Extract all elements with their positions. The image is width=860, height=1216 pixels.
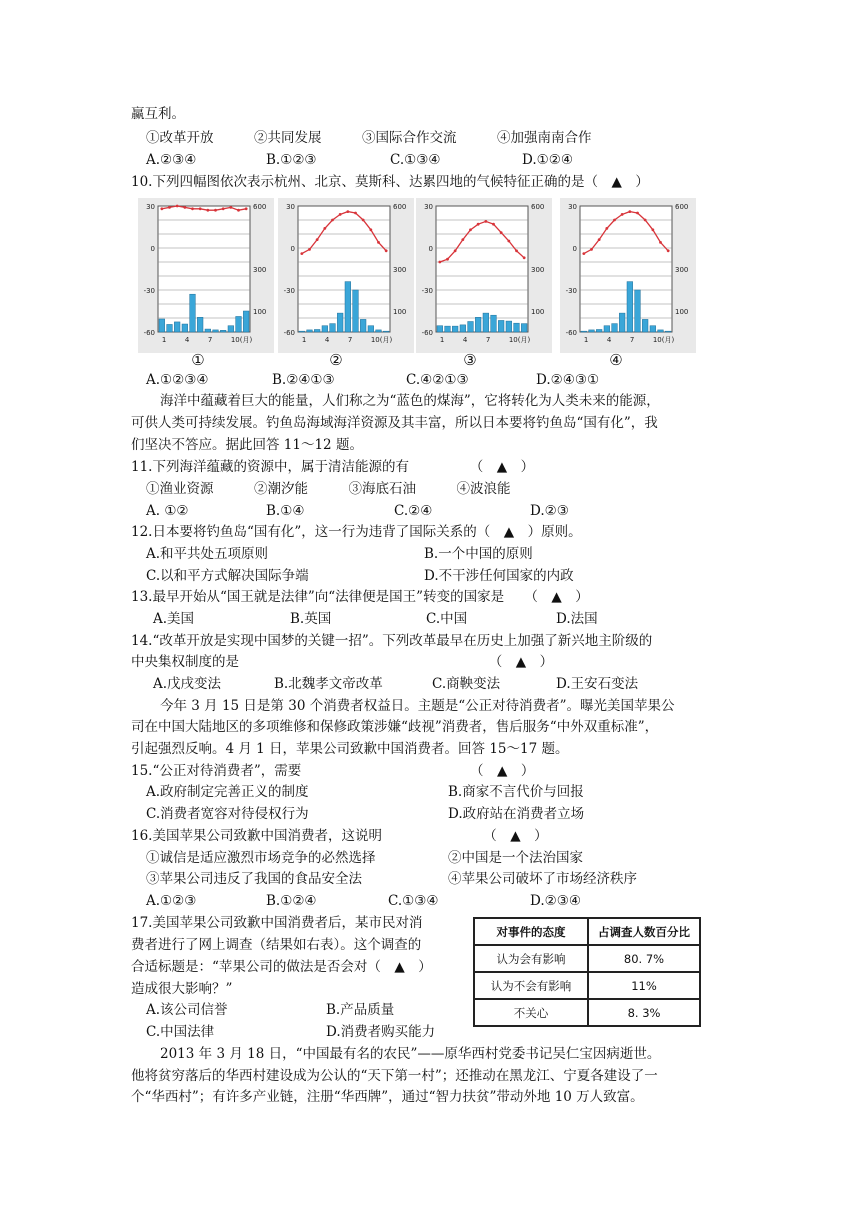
q10-stem: 10.下列四幅图依次表示杭州、北京、莫斯科、达累四地的气候特征正确的是（ ▲ ）	[131, 174, 649, 190]
chart-label-4: ④	[609, 351, 623, 369]
q17-stem-1: 17.美国苹果公司致歉中国消费者后，某市民对消	[131, 915, 423, 931]
q12-option-a[interactable]: A.和平共处五项原则	[146, 546, 269, 562]
chart-label-3: ③	[463, 351, 477, 369]
q17-option-d[interactable]: D.消费者购买能力	[326, 1024, 436, 1040]
temp-point	[176, 205, 179, 208]
precip-tick-label: 600	[675, 203, 689, 211]
precip-bar	[589, 330, 595, 332]
temp-point	[500, 231, 503, 234]
precip-bar	[514, 323, 520, 332]
temp-point	[339, 213, 342, 216]
q9-option-b[interactable]: B.①②③	[266, 152, 317, 168]
precip-bar	[650, 326, 656, 332]
temp-point	[323, 227, 326, 230]
temp-point	[245, 207, 248, 210]
q16-option-a[interactable]: A.①②③	[146, 893, 197, 909]
temp-tick-label: -30	[421, 287, 433, 295]
temp-point	[354, 212, 357, 215]
temp-point	[515, 249, 518, 252]
temp-point	[659, 241, 662, 244]
q15-option-d[interactable]: D.政府站在消费者立场	[448, 806, 585, 822]
q17-stem-2: 费者进行了网上调查（结果如右表）。这个调查的	[131, 937, 422, 953]
temp-tick-label: 0	[428, 245, 433, 253]
temp-point	[316, 238, 319, 241]
temp-point	[300, 252, 303, 255]
table-cell: 认为不会有影响	[474, 972, 588, 999]
q17-option-a[interactable]: A.该公司信誉	[146, 1002, 228, 1018]
precip-bar	[322, 326, 328, 332]
q11-statements: ①渔业资源 ②潮汐能 ③海底石油 ④波浪能	[146, 481, 511, 497]
temp-point	[214, 209, 217, 212]
q11-option-d[interactable]: D.②③	[530, 503, 569, 519]
precip-bar	[383, 331, 389, 332]
q9-option-c[interactable]: C.①③④	[390, 152, 441, 168]
temp-point	[237, 209, 240, 212]
q16-statement-1: ①诚信是适应激烈市场竞争的必然选择	[146, 850, 376, 866]
precip-bar	[236, 316, 242, 332]
q11-stem: 11.下列海洋蕴藏的资源中，属于清洁能源的有 （ ▲ ）	[131, 459, 535, 475]
temp-tick-label: -60	[565, 329, 577, 337]
q13-option-a[interactable]: A.美国	[153, 611, 195, 627]
precip-bar	[197, 317, 203, 332]
month-tick-label: 10(月)	[508, 336, 531, 344]
temp-point	[461, 238, 464, 241]
precip-tick-label: 600	[531, 203, 545, 211]
q10-option-c[interactable]: C.④②①③	[406, 372, 469, 388]
precip-bar	[205, 329, 211, 332]
q12-option-c[interactable]: C.以和平方式解决国际争端	[146, 568, 309, 584]
precip-bar	[243, 311, 249, 332]
q14-option-a[interactable]: A.戊戌变法	[153, 676, 222, 692]
precip-bar	[581, 331, 587, 332]
temp-point	[477, 223, 480, 226]
passage-line-2: 可供人类可持续发展。钓鱼岛海域海洋资源及其丰富，所以日本要将钓鱼岛“国有化”，我	[131, 415, 658, 431]
precip-bar	[506, 321, 512, 332]
passage3-line-2: 他将贫穷落后的华西村建设成为公认的“天下第一村”；还推动在黑龙江、宁夏各建设了一	[131, 1068, 658, 1084]
temp-point	[582, 252, 585, 255]
survey-table	[473, 917, 701, 1027]
precip-bar	[460, 325, 466, 332]
table-row	[474, 945, 700, 972]
precip-bar	[353, 290, 359, 332]
precip-tick-label: 300	[393, 266, 407, 274]
plot-area	[158, 206, 250, 332]
table-row	[474, 999, 700, 1026]
temp-point	[605, 227, 608, 230]
temp-point	[362, 219, 365, 222]
temp-point	[492, 223, 495, 226]
temp-tick-label: -60	[421, 329, 433, 337]
temp-tick-label: -60	[143, 329, 155, 337]
precip-bar	[604, 326, 610, 332]
precip-tick-label: 600	[393, 203, 407, 211]
temp-point	[644, 219, 647, 222]
temp-point	[469, 228, 472, 231]
temp-tick-label: -30	[565, 287, 577, 295]
precip-bar	[491, 315, 497, 332]
q16-statement-2: ②中国是一个法治国家	[448, 850, 583, 866]
plot-area	[298, 206, 390, 332]
q16-option-d[interactable]: D.②③④	[530, 893, 581, 909]
table-cell: 80. 7%	[588, 945, 700, 972]
temp-point	[308, 248, 311, 251]
temp-tick-label: 0	[290, 245, 295, 253]
month-tick-label: 4	[184, 336, 190, 344]
precip-bar	[627, 282, 633, 332]
temp-point	[168, 206, 171, 209]
q15-option-c[interactable]: C.消费者宽容对待侵权行为	[146, 806, 309, 822]
month-tick-label: 1	[301, 336, 307, 344]
temp-point	[229, 206, 232, 209]
passage3-line-1: 2013 年 3 月 18 日，“中国最有名的农民”——原华西村党委书记吴仁宝因病逝世。	[160, 1046, 661, 1062]
temp-point	[507, 240, 510, 243]
month-tick-label: 1	[439, 336, 445, 344]
temp-point	[377, 241, 380, 244]
passage3-line-3: 个“华西村”；有许多产业链，注册“华西牌”，通过“智力扶贫”带动外地 10 万人致富。	[131, 1089, 644, 1105]
temp-point	[183, 206, 186, 209]
precip-bar	[174, 322, 180, 332]
month-tick-label: 7	[629, 336, 635, 344]
q12-stem: 12.日本要将钓鱼岛“国有化”，这一行为违背了国际关系的（ ▲ ）原则。	[131, 524, 582, 540]
q14-option-d[interactable]: D.王安石变法	[556, 676, 639, 692]
temp-point	[651, 228, 654, 231]
q15-option-a[interactable]: A.政府制定完善正义的制度	[146, 784, 309, 800]
precip-bar	[345, 282, 351, 332]
precip-bar	[437, 326, 443, 332]
temp-tick-label: 30	[286, 203, 295, 211]
precip-tick-label: 100	[393, 308, 407, 316]
climate-chart-1	[138, 198, 274, 353]
temp-point	[621, 213, 624, 216]
precip-bar	[376, 330, 382, 332]
temp-point	[628, 210, 631, 213]
table-header: 对事件的态度	[474, 918, 588, 945]
q13-option-d[interactable]: D.法国	[556, 611, 598, 627]
precip-tick-label: 300	[531, 266, 545, 274]
month-tick-label: 4	[462, 336, 468, 344]
temp-point	[636, 212, 639, 215]
precip-bar	[483, 313, 489, 332]
table-cell: 不关心	[474, 999, 588, 1026]
precip-tick-label: 100	[253, 308, 267, 316]
temp-point	[484, 220, 487, 223]
q13-option-b[interactable]: B.英国	[290, 611, 332, 627]
month-tick-label: 1	[161, 336, 167, 344]
month-tick-label: 10(月)	[652, 336, 675, 344]
precip-bar	[635, 290, 641, 332]
q12-option-d[interactable]: D.不干涉任何国家的内政	[424, 568, 574, 584]
precip-bar	[167, 324, 173, 332]
q14-option-b[interactable]: B.北魏孝文帝改革	[274, 676, 383, 692]
table-cell: 8. 3%	[588, 999, 700, 1026]
q12-option-b[interactable]: B.一个中国的原则	[424, 546, 533, 562]
line-continuation: 赢互利。	[131, 106, 185, 122]
q9-option-d[interactable]: D.①②④	[522, 152, 573, 168]
q11-option-a[interactable]: A. ①②	[146, 503, 189, 519]
q17-option-b[interactable]: B.产品质量	[326, 1002, 395, 1018]
q10-option-a[interactable]: A.①②③④	[146, 372, 209, 388]
q17-stem-4: 造成很大影响？”	[131, 981, 233, 997]
table-row	[474, 972, 700, 999]
temp-tick-label: -30	[283, 287, 295, 295]
precip-bar	[468, 322, 474, 333]
table-cell: 11%	[588, 972, 700, 999]
month-tick-label: 7	[485, 336, 491, 344]
climate-chart-4	[560, 198, 696, 353]
precip-bar	[360, 319, 366, 332]
precip-tick-label: 300	[675, 266, 689, 274]
precip-bar	[337, 313, 343, 332]
temp-tick-label: -30	[143, 287, 155, 295]
temp-point	[598, 238, 601, 241]
month-tick-label: 7	[207, 336, 213, 344]
temp-tick-label: -60	[283, 329, 295, 337]
precip-bar	[665, 331, 671, 332]
temp-tick-label: 30	[424, 203, 433, 211]
precip-bar	[213, 330, 219, 332]
q14-stem-1: 14.“改革开放是实现中国梦的关键一招”。下列改革最早在历史上加强了新兴地主阶级的	[131, 633, 653, 649]
q14-option-c[interactable]: C.商鞅变法	[432, 676, 501, 692]
chart-label-1: ①	[191, 351, 205, 369]
q11-option-c[interactable]: C.②④	[394, 503, 433, 519]
plot-area	[580, 206, 672, 332]
precip-bar	[228, 326, 234, 332]
climate-chart-2	[278, 198, 414, 353]
precip-bar	[658, 330, 664, 332]
passage-line-1: 海洋中蕴藏着巨大的能量，人们称之为“蓝色的煤海”，它将转化为人类未来的能源，	[160, 393, 660, 409]
table-header-row	[474, 918, 700, 945]
precip-bar	[475, 317, 481, 332]
precip-bar	[299, 331, 305, 332]
precip-bar	[220, 330, 226, 332]
precip-tick-label: 100	[675, 308, 689, 316]
q9-option-a[interactable]: A.②③④	[146, 152, 197, 168]
month-tick-label: 10(月)	[230, 336, 253, 344]
passage2-line-1: 今年 3 月 15 日是第 30 个消费者权益日。主题是“公正对待消费者”。曝光美国苹果公	[160, 698, 675, 714]
temp-point	[454, 249, 457, 252]
climate-chart-3	[416, 198, 552, 353]
q17-stem-3: 合适标题是：“苹果公司的做法是否会对（ ▲ ）	[131, 959, 432, 975]
precip-bar	[330, 324, 336, 332]
passage2-line-2: 司在中国大陆地区的多项维修和保修政策涉嫌“歧视”消费者，售后服务“中外双重标准”，	[131, 719, 659, 735]
precip-bar	[368, 326, 374, 332]
temp-tick-label: 30	[568, 203, 577, 211]
temp-point	[199, 207, 202, 210]
q14-stem-2: 中央集权制度的是 （ ▲ ）	[131, 654, 554, 670]
precip-bar	[307, 330, 313, 332]
precip-bar	[619, 313, 625, 332]
precip-bar	[642, 319, 648, 332]
q13-option-c[interactable]: C.中国	[426, 611, 468, 627]
temp-point	[160, 207, 163, 210]
precip-bar	[612, 324, 618, 332]
precip-tick-label: 100	[531, 308, 545, 316]
month-tick-label: 7	[347, 336, 353, 344]
precip-bar	[445, 326, 451, 332]
temp-point	[667, 249, 670, 252]
precip-tick-label: 300	[253, 266, 267, 274]
temp-point	[446, 258, 449, 261]
month-tick-label: 4	[324, 336, 330, 344]
q10-option-b[interactable]: B.②④①③	[272, 372, 335, 388]
month-tick-label: 4	[606, 336, 612, 344]
q16-statement-4: ④苹果公司破坏了市场经济秩序	[448, 871, 637, 887]
temp-point	[438, 261, 441, 264]
q16-stem: 16.美国苹果公司致歉中国消费者，这说明 （ ▲ ）	[131, 828, 548, 844]
q16-option-b[interactable]: B.①②④	[266, 893, 317, 909]
precip-bar	[159, 319, 165, 332]
temp-point	[346, 210, 349, 213]
q15-option-b[interactable]: B.商家不言代价与回报	[448, 784, 584, 800]
table-cell: 认为会有影响	[474, 945, 588, 972]
precip-tick-label: 600	[253, 203, 267, 211]
q9-statements: ①改革开放 ②共同发展 ③国际合作交流 ④加强南南合作	[146, 130, 592, 146]
temp-point	[206, 209, 209, 212]
q16-option-c[interactable]: C.①③④	[388, 893, 439, 909]
plot-area	[436, 206, 528, 332]
temp-point	[222, 207, 225, 210]
q17-option-c[interactable]: C.中国法律	[146, 1024, 215, 1040]
temp-point	[613, 219, 616, 222]
q11-option-b[interactable]: B.①④	[266, 503, 305, 519]
temp-point	[523, 256, 526, 259]
q15-stem: 15.“公正对待消费者”，需要 （ ▲ ）	[131, 763, 535, 779]
precip-bar	[498, 320, 504, 332]
temp-tick-label: 0	[572, 245, 577, 253]
temp-point	[385, 249, 388, 252]
precip-bar	[452, 326, 458, 332]
month-tick-label: 10(月)	[370, 336, 393, 344]
q13-stem: 13.最早开始从“国王就是法律”向“法律便是国王”转变的国家是 （ ▲ ）	[131, 589, 589, 605]
temp-tick-label: 30	[146, 203, 155, 211]
precip-bar	[596, 329, 602, 332]
month-tick-label: 1	[583, 336, 589, 344]
table-header: 占调查人数百分比	[588, 918, 700, 945]
temp-tick-label: 0	[150, 245, 155, 253]
precip-bar	[190, 294, 196, 332]
passage2-line-3: 引起强烈反响。4 月 1 日，苹果公司致歉中国消费者。回答 15～17 题。	[131, 741, 569, 757]
temp-point	[369, 228, 372, 231]
q16-statement-3: ③苹果公司违反了我国的食品安全法	[146, 871, 362, 887]
precip-bar	[314, 329, 320, 332]
precip-bar	[182, 324, 188, 332]
passage-line-3: 们坚决不答应。据此回答 11～12 题。	[131, 437, 363, 453]
chart-label-2: ②	[329, 351, 343, 369]
temp-point	[590, 248, 593, 251]
temp-point	[191, 207, 194, 210]
q10-option-d[interactable]: D.②④③①	[536, 372, 600, 388]
precip-bar	[521, 324, 527, 332]
temp-point	[331, 219, 334, 222]
